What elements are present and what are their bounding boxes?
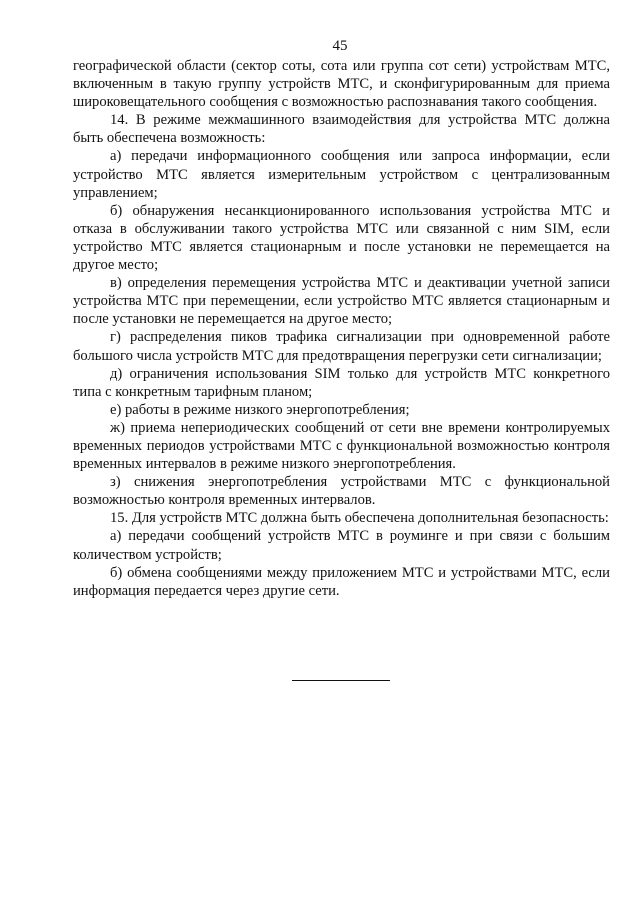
page-number: 45 bbox=[332, 38, 348, 54]
list-item-z: з) снижения энергопотребления устройствами МТС с функциональной возможностью контроля временных интервалов. bbox=[73, 474, 610, 509]
list-item-g: г) распределения пиков трафика сигнализации при одновременной работе большого числа устройств МТС для предотвращения перегрузки сети сигнализации; bbox=[73, 329, 610, 364]
end-divider bbox=[292, 680, 390, 681]
paragraph-continuation: географической области (сектор соты, сота или группа сот сети) устройствам МТС, включенным в такую группу устройств МТС, и сконфигурированным для приема широковещательного сообщения с возможностью распознавания такого сообщения. bbox=[73, 58, 610, 111]
list-item-v: в) определения перемещения устройства МТС и деактивации учетной записи устройства МТС при перемещении, если устройство МТС является стационарным и после установки не перемещается на другое место; bbox=[73, 275, 610, 328]
list-item-b-2: б) обмена сообщениями между приложением МТС и устройствами МТС, если информация передается через другие сети. bbox=[73, 564, 610, 599]
document-body bbox=[73, 57, 610, 600]
paragraph-clause-14: 14. В режиме межмашинного взаимодействия для устройства МТС должна быть обеспечена возможность: bbox=[73, 112, 610, 147]
list-item-a-2: а) передачи сообщений устройств МТС в роуминге и при связи с большим количеством устройств; bbox=[73, 528, 610, 563]
list-item-zh: ж) приема непериодических сообщений от сети вне времени контролируемых временных периодов устройствами МТС с функциональной возможностью контроля временных интервалов в режиме низкого энергопотребления. bbox=[73, 419, 610, 473]
list-item-a: а) передачи информационного сообщения или запроса информации, если устройство МТС является измерительным устройством с централизованным управлением; bbox=[73, 148, 610, 201]
paragraph-clause-15: 15. Для устройств МТС должна быть обеспечена дополнительная безопасность: bbox=[110, 510, 609, 527]
list-item-d: д) ограничения использования SIM только для устройств МТС конкретного типа с конкретным тарифным планом; bbox=[73, 365, 610, 400]
list-item-e: е) работы в режиме низкого энергопотребления; bbox=[110, 401, 410, 418]
list-item-b: б) обнаружения несанкционированного использования устройства МТС и отказа в обслуживании такого устройства МТС или связанной с ним SIM, если устройство МТС является стационарным и после установки не перемещается на другое место; bbox=[73, 202, 610, 274]
